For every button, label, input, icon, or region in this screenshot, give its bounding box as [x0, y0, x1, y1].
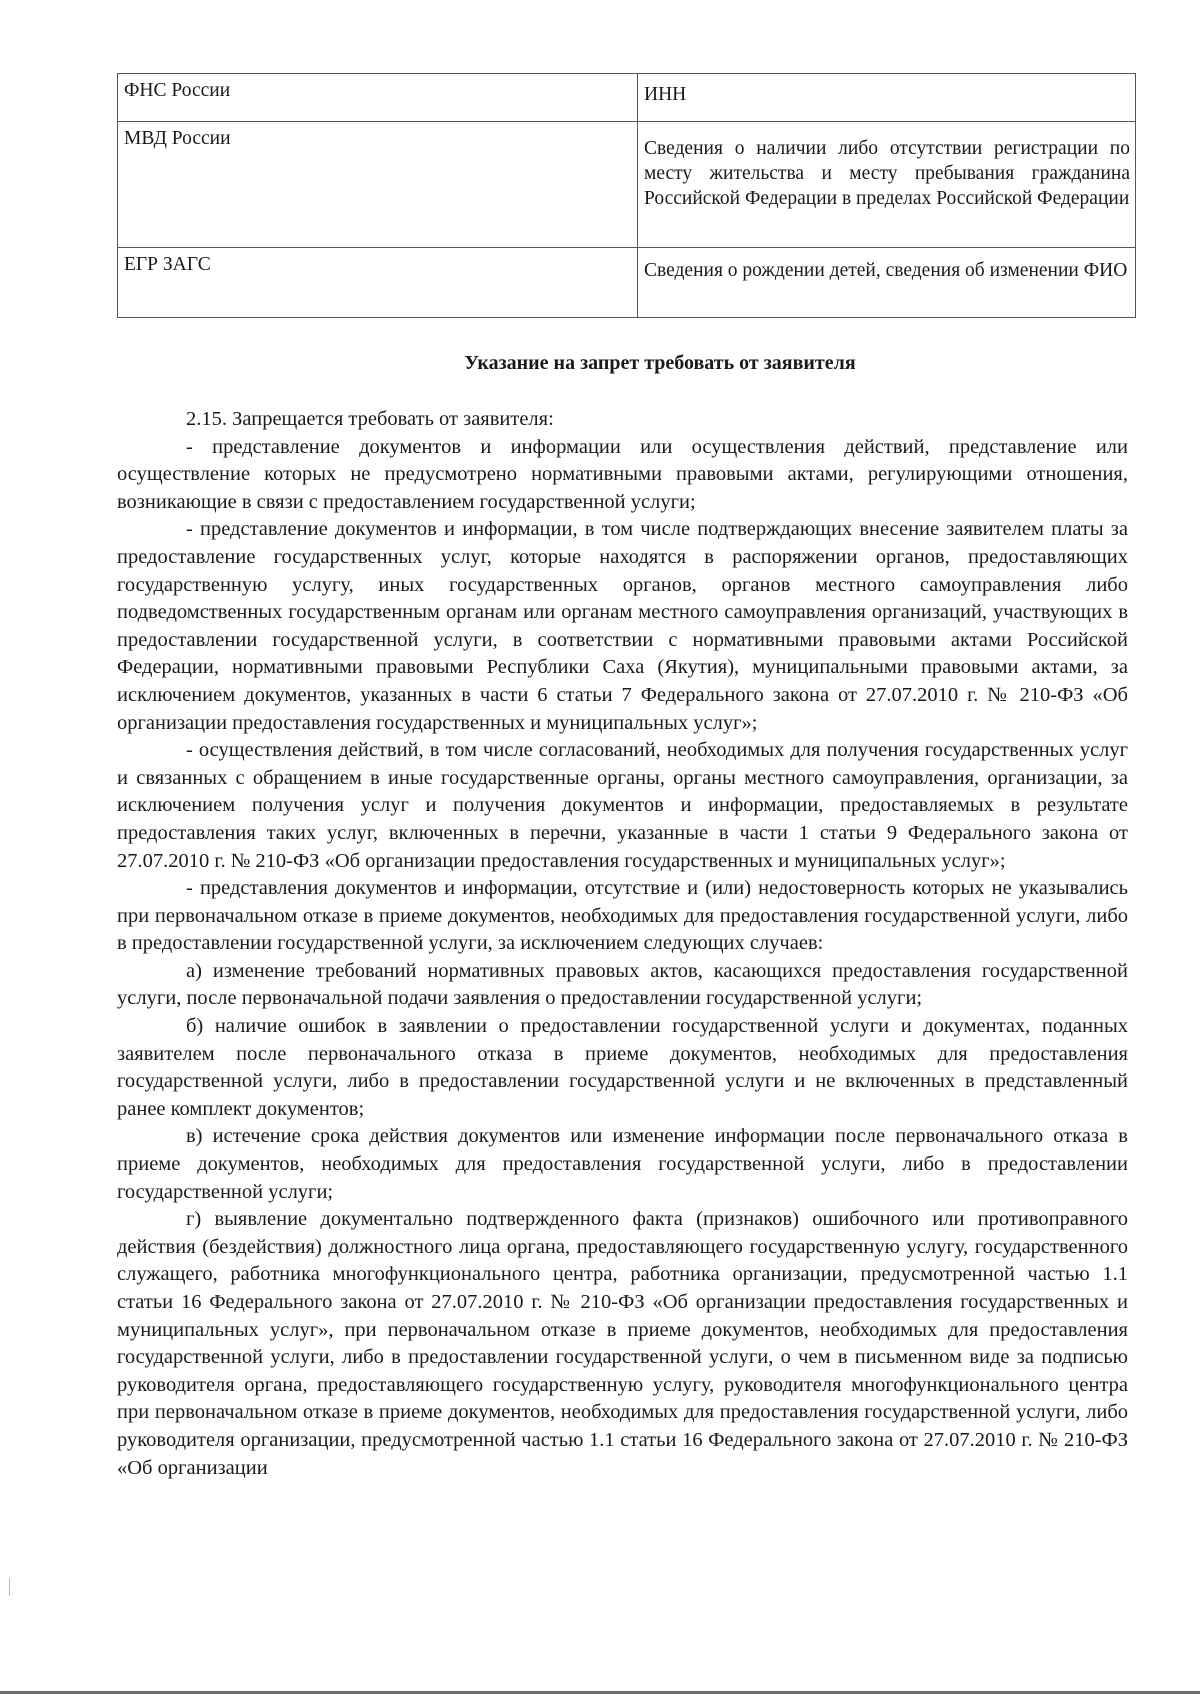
page-bottom-rule — [0, 1691, 1200, 1694]
agency-cell: МВД России — [118, 122, 638, 248]
agency-cell: ФНС России — [118, 74, 638, 122]
scan-margin-mark — [9, 1578, 10, 1596]
paragraph: - представление документов и информации, в том числе подтверждающих внесение заявителем платы за предоставление государственных услуг, которые находятся в распоряжении органов, предоставляющих государственную услугу, иных государственных органов, органов местного самоуправления либо подведомственных государственным органам или органам местного самоуправления организаций, участвующих в предоставлении государственной услуги, в соответствии с нормативными правовыми актами Российской Федерации, нормативными правовыми Республики Саха (Якутия), муниципальными правовыми актами, за исключением документов, указанных в части 6 статьи 7 Федерального закона от 27.07.2010 г. № 210-ФЗ «Об организации предоставления государственных и муниципальных услуг»; — [117, 518, 1128, 734]
data-cell: ИНН — [638, 74, 1136, 122]
table-row — [118, 74, 1136, 122]
paragraph: б) наличие ошибок в заявлении о предоставлении государственной услуги и документах, поданных заявителем после первоначального отказа в приеме документов, необходимых для предоставления государственной услуги, либо в предоставлении государственной услуги и не включенных в представленный ранее комплект документов; — [117, 1015, 1128, 1120]
table-row — [118, 122, 1136, 248]
table-row — [118, 248, 1136, 318]
paragraph-intro: 2.15. Запрещается требовать от заявителя: — [186, 408, 554, 430]
paragraph: - представление документов и информации или осуществления действий, представление или осуществление которых не предусмотрено нормативными правовыми актами, регулирующими отношения, возникающие в связи с предоставлением государственной услуги; — [117, 435, 1128, 513]
agency-data-table — [117, 73, 1136, 318]
data-cell: Сведения о наличии либо отсутствии регистрации по месту жительства и месту пребывания гражданина Российской Федерации в пределах Российской Федерации — [638, 122, 1136, 248]
paragraph: а) изменение требований нормативных правовых актов, касающихся предоставления государственной услуги, после первоначальной подачи заявления о предоставлении государственной услуги; — [117, 959, 1128, 1010]
paragraph: в) истечение срока действия документов или изменение информации после первоначального отказа в приеме документов, необходимых для предоставления государственной услуги, либо в предоставлении государственной услуги; — [117, 1125, 1128, 1203]
data-cell: Сведения о рождении детей, сведения об изменении ФИО — [638, 248, 1136, 318]
section-heading: Указание на запрет требовать от заявителя — [464, 352, 856, 374]
agency-cell: ЕГР ЗАГС — [118, 248, 638, 318]
document-body — [117, 406, 1128, 1482]
paragraph: - осуществления действий, в том числе согласований, необходимых для получения государственных услуг и связанных с обращением в иные государственные органы, органы местного самоуправления, организации, за исключением получения услуг и получения документов и информации, предоставляемых в результате предоставления таких услуг, включенных в перечни, указанные в части 1 статьи 9 Федерального закона от 27.07.2010 г. № 210-ФЗ «Об организации предоставления государственных и муниципальных услуг»; — [117, 739, 1128, 872]
paragraph: - представления документов и информации, отсутствие и (или) недостоверность которых не указывались при первоначальном отказе в приеме документов, необходимых для предоставления государственной услуги, либо в предоставлении государственной услуги, за исключением следующих случаев: — [117, 877, 1128, 955]
paragraph: г) выявление документально подтвержденного факта (признаков) ошибочного или противоправного действия (бездействия) должностного лица органа, предоставляющего государственную услугу, государственного служащего, работника многофункционального центра, работника организации, предусмотренной частью 1.1 статьи 16 Федерального закона от 27.07.2010 г. № 210-ФЗ «Об организации предоставления государственных и муниципальных услуг», при первоначальном отказе в приеме документов, необходимых для предоставления государственной услуги, либо в предоставлении государственной услуги, о чем в письменном виде за подписью руководителя органа, предоставляющего государственную услугу, руководителя многофункционального центра при первоначальном отказе в приеме документов, необходимых для предоставления государственной услуги, либо руководителя организации, предусмотренной частью 1.1 статьи 16 Федерального закона от 27.07.2010 г. № 210-ФЗ «Об организации — [117, 1208, 1128, 1479]
